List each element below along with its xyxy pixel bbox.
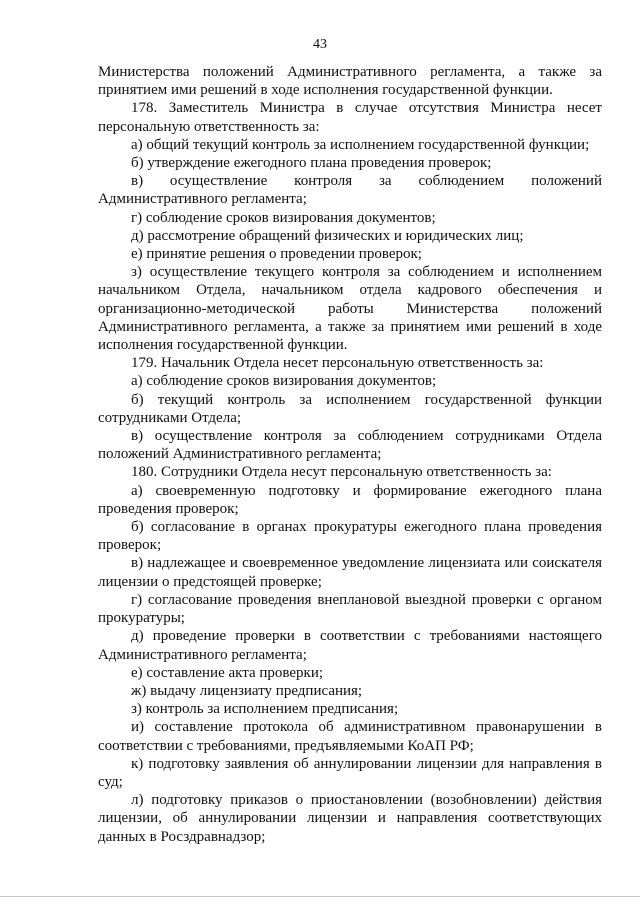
list-item: е) принятие решения о проведении проверок; bbox=[131, 246, 422, 263]
list-item: и) составление протокола об административном правонарушении в соответствии с требованиями, предъявляемыми КоАП РФ; bbox=[98, 719, 602, 754]
page-bottom-divider bbox=[0, 896, 640, 897]
list-item: л) подготовку приказов о приостановлении (возобновлении) действия лицензии, об аннулировании лицензии и направления соответствующих данных в Росздравнадзор; bbox=[98, 792, 602, 845]
list-item: а) своевременную подготовку и формирование ежегодного плана проведения проверок; bbox=[98, 482, 602, 517]
list-item: а) соблюдение сроков визирования документов; bbox=[131, 373, 437, 390]
document-body bbox=[98, 63, 602, 846]
list-item: е) составление акта проверки; bbox=[131, 664, 324, 681]
page-number: 43 bbox=[313, 37, 327, 52]
list-item: б) утверждение ежегодного плана проведения проверок; bbox=[131, 155, 492, 172]
list-item: б) согласование в органах прокуратуры ежегодного плана проведения проверок; bbox=[98, 519, 602, 554]
paragraph: Министерства положений Административного регламента, а также за принятием ими решений в ходе исполнения государственной функции. bbox=[98, 64, 602, 99]
list-item: г) соблюдение сроков визирования документов; bbox=[131, 209, 436, 226]
list-item: г) согласование проведения внеплановой выездной проверки с органом прокуратуры; bbox=[98, 591, 602, 627]
list-item: з) контроль за исполнением предписания; bbox=[131, 701, 399, 718]
list-item: в) осуществление контроля за соблюдением положений Административного регламента; bbox=[98, 173, 602, 208]
list-item: д) рассмотрение обращений физических и юридических лиц; bbox=[131, 227, 524, 244]
clause-180: 180. Сотрудники Отдела несут персональную ответственность за: bbox=[131, 464, 552, 481]
list-item: а) общий текущий контроль за исполнением государственной функции; bbox=[131, 136, 590, 153]
list-item: в) осуществление контроля за соблюдением сотрудниками Отдела положений Административного регламента; bbox=[98, 428, 602, 463]
list-item: б) текущий контроль за исполнением государственной функции сотрудниками Отдела; bbox=[98, 391, 602, 426]
list-item: в) надлежащее и своевременное уведомление лицензиата или соискателя лицензии о предстоящей проверке; bbox=[98, 555, 602, 590]
list-item: з) осуществление текущего контроля за соблюдением и исполнением начальником Отдела, начальником отдела кадрового обеспечения и организационно-методической работы Министерства положений Административного регламента, а также за принятием ими решений в ходе исполнения государственной функции. bbox=[98, 264, 602, 354]
clause-178: 178. Заместитель Министра в случае отсутствия Министра несет персональную ответственность за: bbox=[98, 100, 602, 135]
list-item: д) проведение проверки в соответствии с требованиями настоящего Административного регламента; bbox=[98, 628, 602, 663]
clause-179: 179. Начальник Отдела несет персональную ответственность за: bbox=[131, 355, 544, 372]
list-item: ж) выдачу лицензиату предписания; bbox=[131, 682, 363, 699]
list-item: к) подготовку заявления об аннулировании лицензии для направления в суд; bbox=[98, 755, 602, 790]
